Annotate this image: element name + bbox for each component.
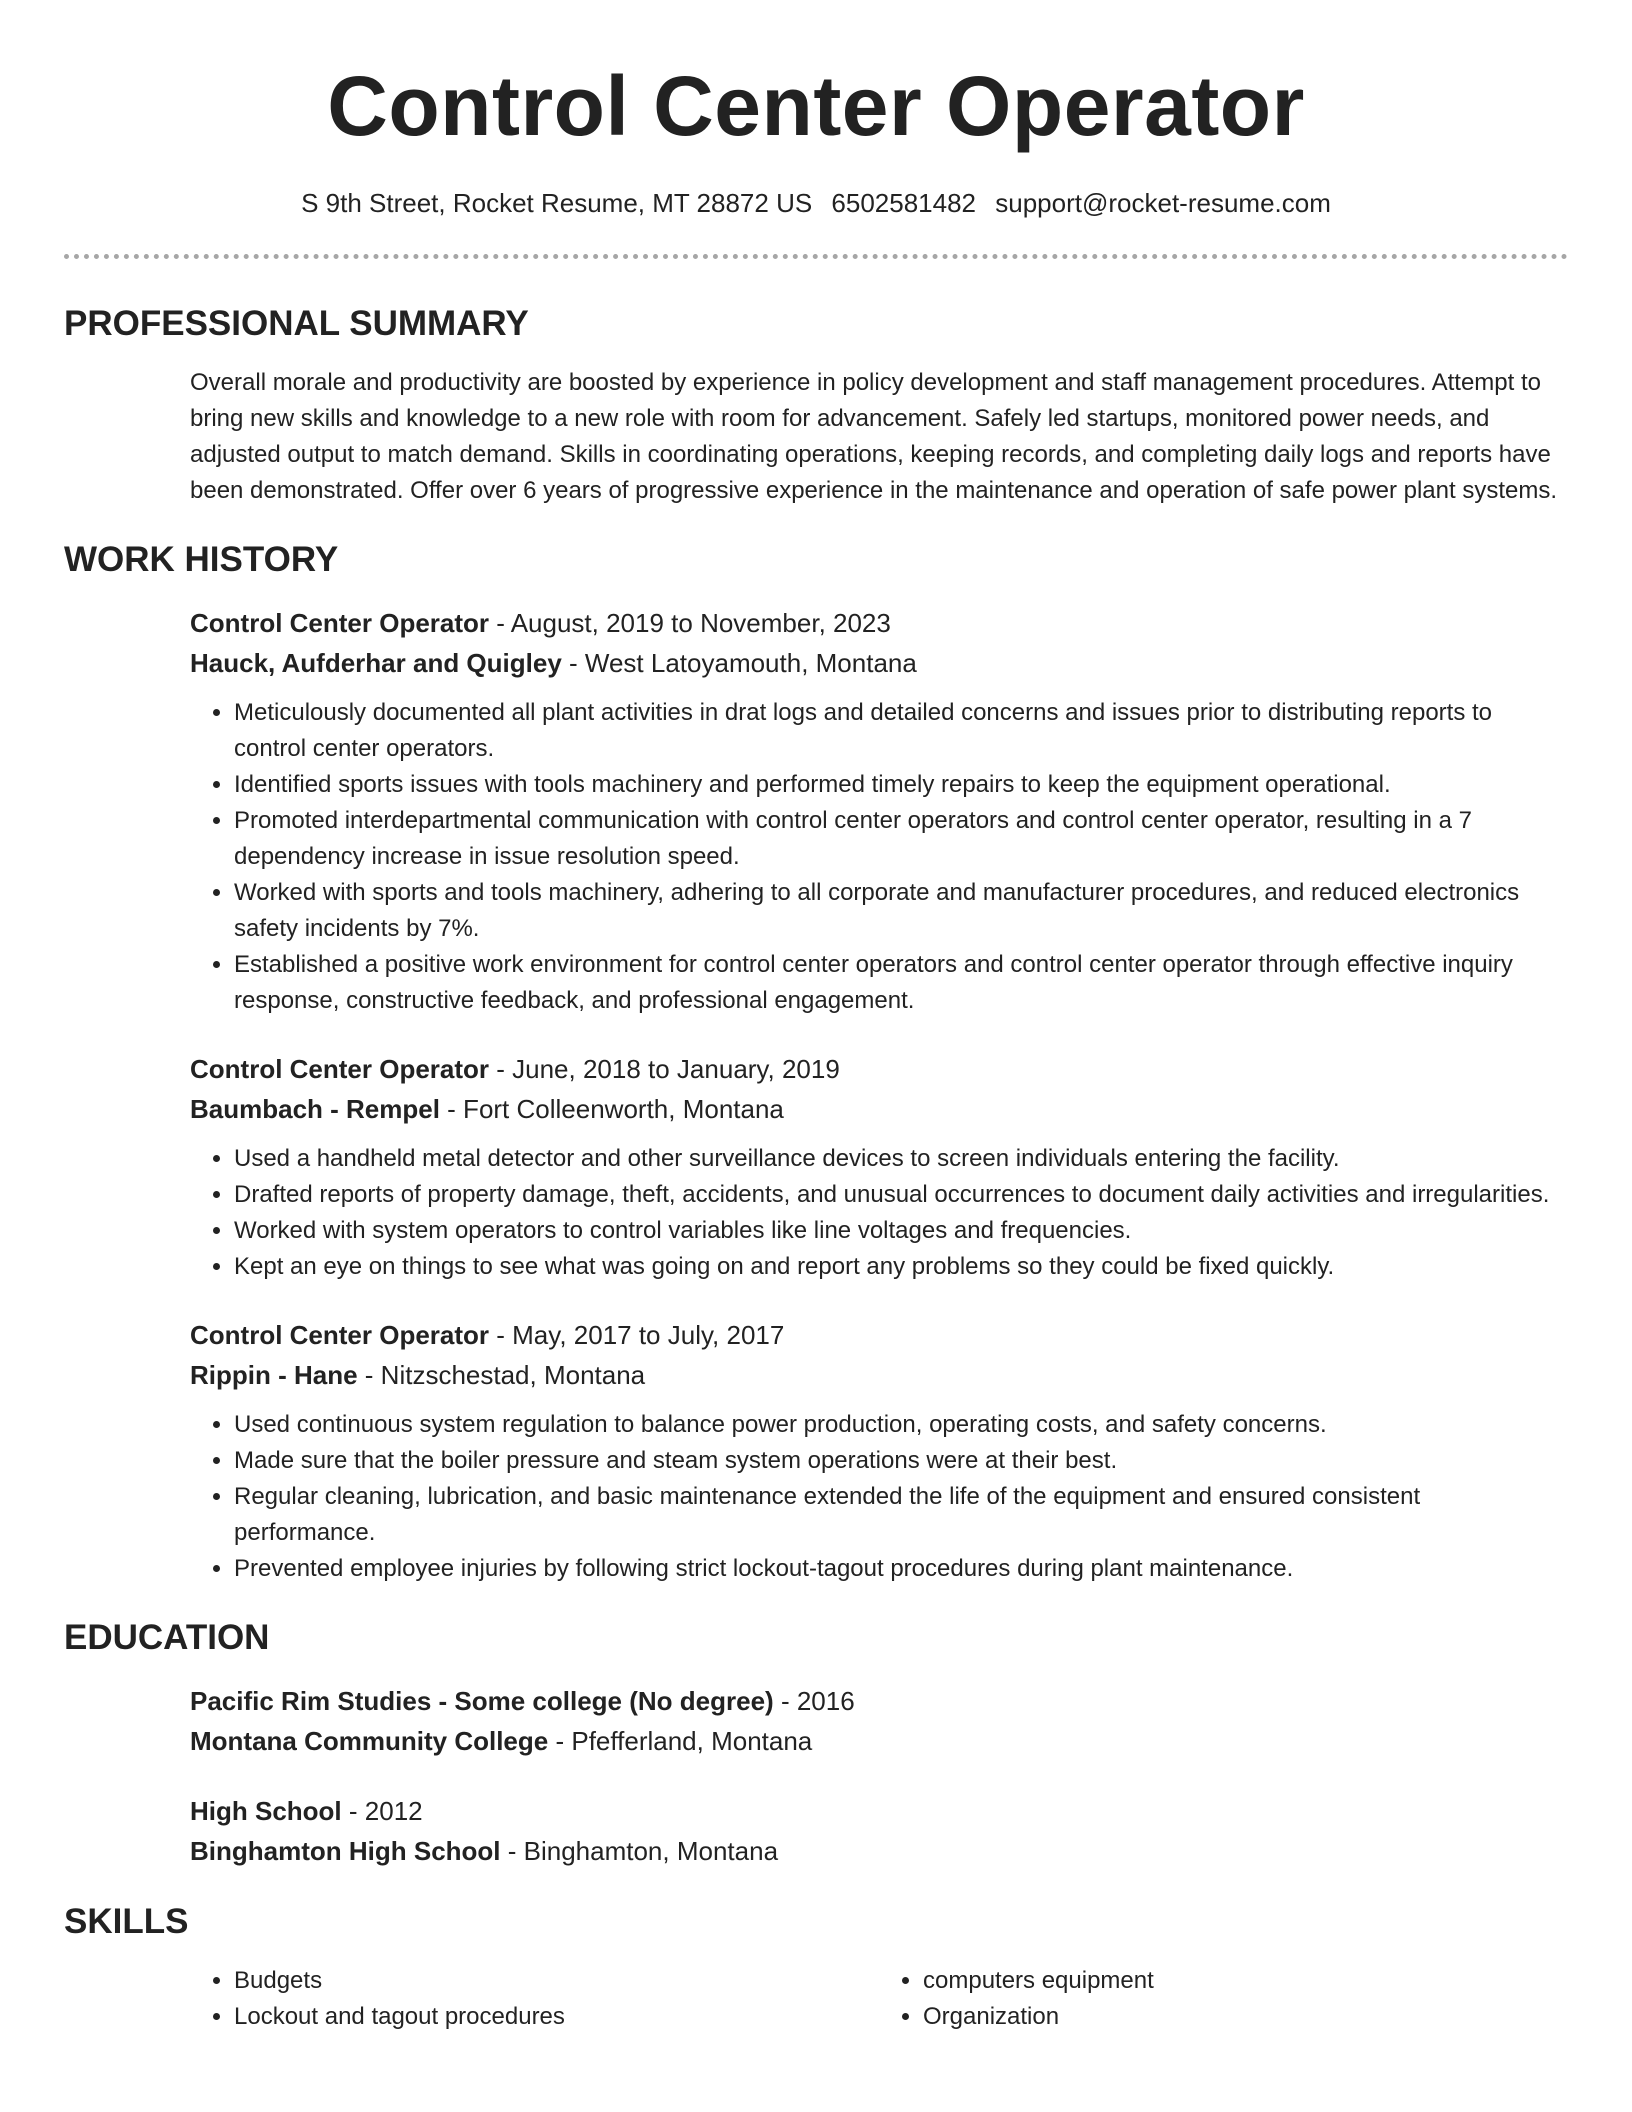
education-school: Montana Community College bbox=[190, 1726, 549, 1756]
contact-line bbox=[64, 188, 1568, 218]
job-entry bbox=[190, 1049, 1568, 1285]
education-section bbox=[64, 1617, 1568, 1871]
job-role: Control Center Operator bbox=[190, 1054, 490, 1084]
education-school-line bbox=[190, 1721, 1568, 1761]
education-degree-line bbox=[190, 1791, 1568, 1831]
job-company: Baumbach - Rempel bbox=[190, 1094, 440, 1124]
skills-grid bbox=[190, 1963, 1568, 2035]
job-role: Control Center Operator bbox=[190, 608, 490, 638]
header-divider bbox=[64, 254, 1568, 259]
job-company-line bbox=[190, 1355, 1568, 1395]
job-title-line bbox=[190, 1315, 1568, 1355]
job-company-line bbox=[190, 643, 1568, 683]
contact-phone: 6502581482 bbox=[831, 188, 977, 218]
job-bullet: • Used continuous system regulation to balance power production, operating costs, and safety concerns. bbox=[234, 1407, 1568, 1443]
job-role: Control Center Operator bbox=[190, 1320, 490, 1350]
job-bullet: • Made sure that the boiler pressure and steam system operations were at their best. bbox=[234, 1443, 1568, 1479]
job-dates: - August, 2019 to November, 2023 bbox=[489, 608, 891, 638]
job-company-line bbox=[190, 1089, 1568, 1129]
job-company: Rippin - Hane bbox=[190, 1360, 358, 1390]
contact-email: support@rocket-resume.com bbox=[995, 188, 1331, 218]
skill-item: • Lockout and tagout procedures bbox=[234, 1999, 879, 2035]
job-company: Hauck, Aufderhar and Quigley bbox=[190, 648, 562, 678]
skills-column-left bbox=[190, 1963, 879, 2035]
job-bullet: • Worked with sports and tools machinery, adhering to all corporate and manufacturer procedures, and reduced electronics safety incidents by 7%. bbox=[234, 875, 1568, 947]
summary-text: Overall morale and productivity are boosted by experience in policy development and staff management procedures. Attempt to bring new skills and knowledge to a new role with room for advancement. Safely led startups, monitored power needs, and adjusted output to match demand. Skills in coordinating operations, keeping records, and completing daily logs and reports have been demonstrated. Offer over 6 years of progressive experience in the maintenance and operation of safe power plant systems. bbox=[190, 369, 1558, 504]
education-entry bbox=[190, 1791, 1568, 1871]
job-bullet: • Established a positive work environment for control center operators and control center operator through effective inquiry response, constructive feedback, and professional engagement. bbox=[234, 947, 1568, 1019]
job-bullet: • Used a handheld metal detector and other surveillance devices to screen individuals entering the facility. bbox=[234, 1141, 1568, 1177]
skills-column-right bbox=[879, 1963, 1568, 2035]
education-school: Binghamton High School bbox=[190, 1836, 501, 1866]
job-location: - Nitzschestad, Montana bbox=[357, 1360, 646, 1390]
job-bullet: • Meticulously documented all plant activities in drat logs and detailed concerns and issues prior to distributing reports to control center operators. bbox=[234, 695, 1568, 767]
skill-item: • Budgets bbox=[234, 1963, 879, 1999]
job-bullets bbox=[190, 1141, 1568, 1285]
contact-address: S 9th Street, Rocket Resume, MT 28872 US bbox=[301, 188, 813, 218]
job-bullet: • Kept an eye on things to see what was going on and report any problems so they could be fixed quickly. bbox=[234, 1249, 1568, 1285]
education-location: - Pfefferland, Montana bbox=[548, 1726, 813, 1756]
job-dates: - May, 2017 to July, 2017 bbox=[489, 1320, 785, 1350]
job-location: - Fort Colleenworth, Montana bbox=[439, 1094, 784, 1124]
job-bullet: • Drafted reports of property damage, theft, accidents, and unusual occurrences to document daily activities and irregularities. bbox=[234, 1177, 1568, 1213]
job-bullet: • Regular cleaning, lubrication, and basic maintenance extended the life of the equipment and ensured consistent performance. bbox=[234, 1479, 1568, 1551]
job-title-line bbox=[190, 1049, 1568, 1089]
job-entry bbox=[190, 1315, 1568, 1587]
job-location: - West Latoyamouth, Montana bbox=[561, 648, 917, 678]
job-bullets bbox=[190, 1407, 1568, 1587]
education-location: - Binghamton, Montana bbox=[500, 1836, 779, 1866]
work-history-section bbox=[64, 539, 1568, 1587]
candidate-name: Control Center Operator bbox=[327, 59, 1305, 153]
job-bullets bbox=[190, 695, 1568, 1019]
education-degree: High School bbox=[190, 1796, 342, 1826]
job-bullet: • Worked with system operators to control variables like line voltages and frequencies. bbox=[234, 1213, 1568, 1249]
job-entry bbox=[190, 603, 1568, 1019]
skill-item: • Organization bbox=[923, 1999, 1568, 2035]
education-year: - 2016 bbox=[773, 1686, 855, 1716]
education-degree-line bbox=[190, 1681, 1568, 1721]
education-degree: Pacific Rim Studies - Some college (No degree) bbox=[190, 1686, 774, 1716]
resume-page bbox=[64, 0, 1568, 2035]
work-history-heading: WORK HISTORY bbox=[64, 540, 339, 579]
summary-heading: PROFESSIONAL SUMMARY bbox=[64, 304, 529, 343]
job-bullet: • Promoted interdepartmental communication with control center operators and control center operator, resulting in a 7 dependency increase in issue resolution speed. bbox=[234, 803, 1568, 875]
job-bullet: • Prevented employee injuries by following strict lockout-tagout procedures during plant maintenance. bbox=[234, 1551, 1568, 1587]
skills-heading: SKILLS bbox=[64, 1902, 189, 1941]
job-dates: - June, 2018 to January, 2019 bbox=[489, 1054, 840, 1084]
skill-item: • computers equipment bbox=[923, 1963, 1568, 1999]
summary-section bbox=[64, 303, 1568, 509]
education-year: - 2012 bbox=[341, 1796, 423, 1826]
job-title-line bbox=[190, 603, 1568, 643]
skills-section bbox=[64, 1901, 1568, 2035]
education-entry bbox=[190, 1681, 1568, 1761]
job-bullet: • Identified sports issues with tools machinery and performed timely repairs to keep the equipment operational. bbox=[234, 767, 1568, 803]
education-heading: EDUCATION bbox=[64, 1618, 270, 1657]
education-school-line bbox=[190, 1831, 1568, 1871]
